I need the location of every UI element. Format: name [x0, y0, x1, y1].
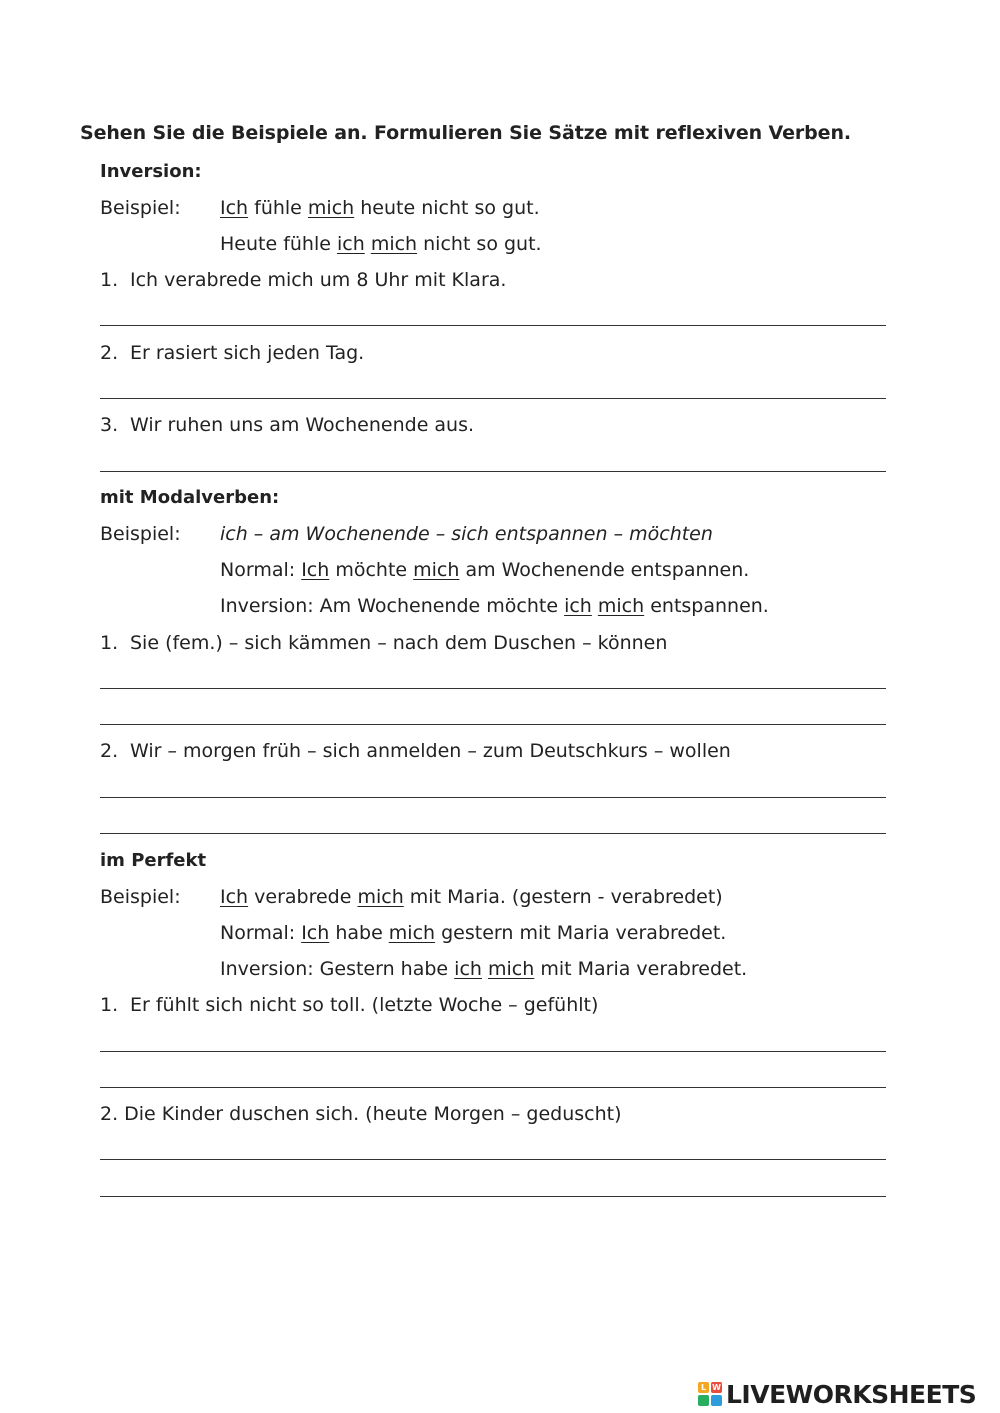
example-prompt: ich – am Wochenende – sich entspannen – möchten — [220, 523, 713, 545]
reflexive-underline: mich — [597, 595, 645, 617]
section-title-modalverben: mit Modalverben: — [100, 487, 280, 508]
section-title-inversion: Inversion: — [100, 161, 202, 182]
subject-underline: Ich — [220, 886, 249, 908]
exercise-item — [100, 994, 598, 1016]
item-text: Er rasiert sich jeden Tag. — [130, 342, 365, 364]
answer-line-inversion-3[interactable] — [100, 452, 886, 472]
answer-line-perfekt-2a[interactable] — [100, 1140, 886, 1160]
exercise-item — [100, 1103, 622, 1125]
example-normal: Normal: Ich möchte mich am Wochenende entspannen. — [220, 559, 750, 581]
example-prompt: Ich verabrede mich mit Maria. (gestern - verabredet) — [220, 886, 723, 908]
logo-block-icon: W — [712, 1383, 721, 1392]
logo-text: LIVEWORKSHEETS — [726, 1379, 977, 1409]
item-text: Er fühlt sich nicht so toll. (letzte Woche – gefühlt) — [130, 994, 599, 1016]
subject-underline: ich — [564, 595, 592, 617]
section-title-perfekt: im Perfekt — [100, 850, 207, 871]
answer-line-perfekt-1a[interactable] — [100, 1032, 886, 1052]
item-number: 2. — [100, 1103, 119, 1125]
item-number: 2. — [100, 740, 119, 762]
item-number: 3. — [100, 414, 119, 436]
example-label: Beispiel: — [100, 886, 181, 908]
logo-block-icon — [711, 1395, 722, 1406]
reflexive-underline: mich — [413, 559, 460, 581]
reflexive-underline: mich — [488, 958, 535, 980]
example-row-modal — [100, 523, 220, 545]
example-label: Beispiel: — [100, 523, 181, 545]
subject-underline: Ich — [301, 922, 330, 944]
example-row-inversion — [100, 197, 220, 219]
reflexive-underline: mich — [357, 886, 404, 908]
exercise-item — [100, 740, 731, 762]
item-number: 1. — [100, 269, 119, 291]
example-label: Beispiel: — [100, 197, 181, 219]
item-number: 1. — [100, 994, 119, 1016]
reflexive-underline: mich — [307, 197, 355, 219]
example-normal: Normal: Ich habe mich gestern mit Maria verabredet. — [220, 922, 727, 944]
item-text: Wir – morgen früh – sich anmelden – zum Deutschkurs – wollen — [130, 740, 731, 762]
example-sentence-inverted: Heute fühle ich mich nicht so gut. — [220, 233, 542, 255]
subject-underline: ich — [336, 233, 365, 255]
logo-block-icon: L — [698, 1382, 709, 1393]
liveworksheets-logo[interactable] — [698, 1379, 976, 1409]
item-text: Ich verabrede mich um 8 Uhr mit Klara. — [130, 269, 507, 291]
example-sentence: Ich fühle mich heute nicht so gut. — [220, 197, 540, 219]
example-inversion: Inversion: Am Wochenende möchte ich mich entspannen. — [220, 595, 769, 617]
exercise-item — [100, 414, 474, 436]
item-number: 2. — [100, 342, 119, 364]
answer-line-perfekt-2b[interactable] — [100, 1177, 886, 1197]
answer-line-inversion-1[interactable] — [100, 306, 886, 326]
answer-line-modal-2b[interactable] — [100, 814, 886, 834]
subject-underline: Ich — [301, 559, 330, 581]
item-number: 1. — [100, 632, 119, 654]
subject-underline: Ich — [220, 197, 249, 219]
exercise-item — [100, 342, 364, 364]
answer-line-inversion-2[interactable] — [100, 379, 886, 399]
subject-underline: ich — [454, 958, 482, 980]
item-text: Sie (fem.) – sich kämmen – nach dem Duschen – können — [130, 632, 668, 654]
item-text: Wir ruhen uns am Wochenende aus. — [130, 414, 475, 436]
example-inversion: Inversion: Gestern habe ich mich mit Maria verabredet. — [220, 958, 748, 980]
answer-line-modal-1a[interactable] — [100, 669, 886, 689]
reflexive-underline: mich — [370, 233, 418, 255]
answer-line-modal-1b[interactable] — [100, 705, 886, 725]
exercise-item — [100, 269, 506, 291]
reflexive-underline: mich — [388, 922, 436, 944]
answer-line-modal-2a[interactable] — [100, 778, 886, 798]
logo-blocks-icon — [698, 1382, 722, 1406]
item-text: Die Kinder duschen sich. (heute Morgen – geduscht) — [124, 1103, 622, 1125]
exercise-item — [100, 632, 667, 654]
example-row-perfekt — [100, 886, 220, 908]
logo-block-icon — [698, 1395, 709, 1406]
instruction-heading: Sehen Sie die Beispiele an. Formulieren Sie Sätze mit reflexiven Verben. — [80, 122, 851, 144]
answer-line-perfekt-1b[interactable] — [100, 1068, 886, 1088]
